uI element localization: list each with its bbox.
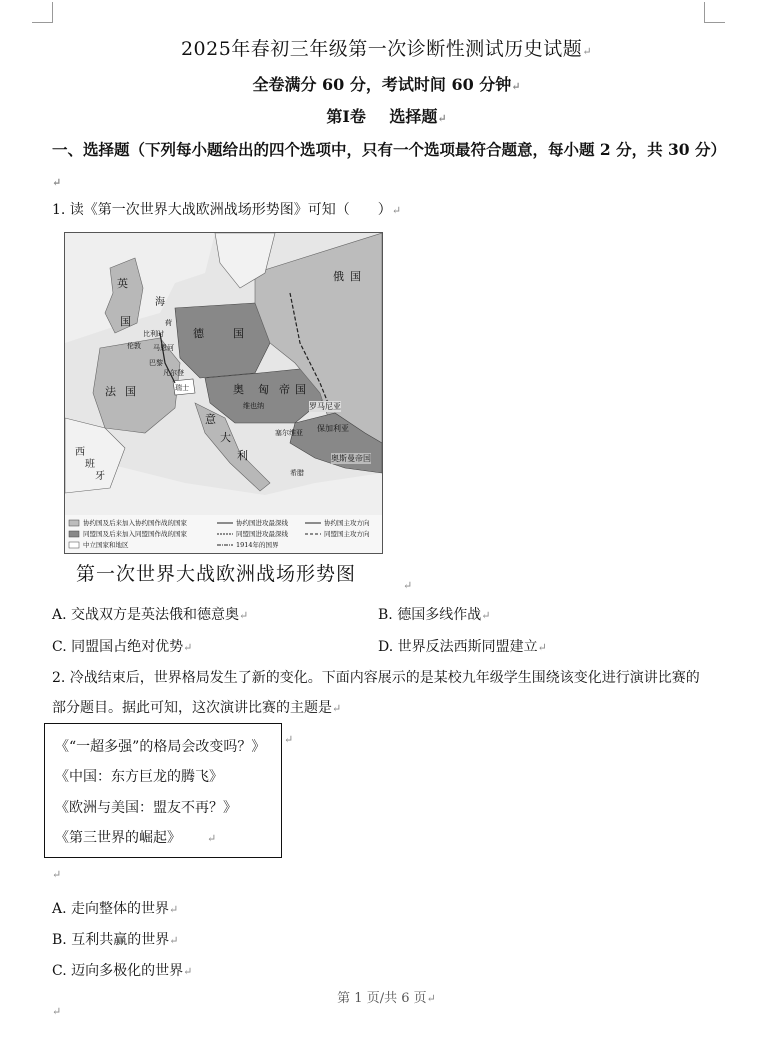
map-label: 利 [237, 449, 248, 462]
map-label: 国 [295, 383, 306, 396]
volume-heading: 第Ⅰ卷 选择题↵ [326, 107, 447, 126]
map-label: 凡尔登 [163, 369, 184, 377]
map-label: 西 [75, 447, 85, 458]
legend-item: 1914年的国界 [236, 541, 279, 549]
map-label: 保加利亚 [317, 424, 349, 433]
map-label: 德 [193, 327, 204, 340]
question-1-stem: 1. 读《第一次世界大战欧洲战场形势图》可知（ ）↵ [52, 202, 402, 218]
map-label: 塞尔维亚 [275, 429, 303, 437]
q1-option-a[interactable]: A. 交战双方是英法俄和德意奥↵ [52, 607, 249, 623]
page-corner-mark-right [704, 2, 725, 23]
page-footer: 第 1 页/共 6 页↵ [337, 991, 436, 1006]
map-label: 匈 [258, 383, 269, 396]
map-label: 伦敦 [127, 342, 141, 350]
legend-item: 协约国及后来加入协约国作战的国家 [83, 519, 187, 527]
map-label: 国 [350, 270, 361, 283]
page-corner-mark-left [32, 2, 53, 23]
legend-item: 协约国主攻方向 [324, 519, 370, 527]
map-label: 意 [205, 413, 216, 426]
map-label: 海 [155, 297, 165, 308]
paragraph-mark: ↵ [52, 868, 62, 881]
legend-item: 中立国家和地区 [83, 541, 129, 549]
map-label: 希腊 [290, 469, 304, 477]
map-label: 大 [220, 431, 231, 444]
map-label: 罗马尼亚 [309, 402, 341, 411]
map-label: 巴黎 [149, 359, 163, 367]
map-label: 俄 [333, 270, 344, 283]
paragraph-mark: ↵ [403, 579, 413, 592]
legend-item: 同盟国主攻方向 [324, 530, 370, 538]
map-label: 国 [125, 385, 136, 398]
map-label: 马恩河 [153, 344, 174, 352]
map-label: 班 [85, 459, 95, 470]
speech-topic: 《“一超多强”的格局会改变吗？》 [55, 739, 266, 755]
q2-option-c[interactable]: C. 迈向多极化的世界↵ [52, 963, 193, 979]
q2-option-b[interactable]: B. 互利共赢的世界↵ [52, 932, 179, 948]
section-heading: 一、选择题（下列每小题给出的四个选项中，只有一个选项最符合题意，每小题 2 分，共 30 分）↵ [52, 140, 726, 189]
ww1-europe-map [64, 232, 383, 554]
speech-topic: 《第三世界的崛起》 ↵ [55, 830, 217, 846]
exam-subtitle: 全卷满分 60 分，考试时间 60 分钟↵ [252, 75, 521, 94]
paragraph-mark: ↵ [284, 733, 294, 746]
q2-option-a[interactable]: A. 走向整体的世界↵ [52, 901, 179, 917]
map-label: 法 [105, 385, 116, 398]
q1-option-c[interactable]: C. 同盟国占绝对优势↵ [52, 639, 193, 655]
speech-topic: 《欧洲与美国：盟友不再？》 [55, 800, 237, 816]
map-caption: 第一次世界大战欧洲战场形势图 [76, 563, 357, 585]
question-2-stem-line2: 部分题目。据此可知，这次演讲比赛的主题是↵ [52, 700, 342, 716]
paragraph-mark: ↵ [52, 1005, 62, 1018]
map-label: 瑞士 [175, 384, 189, 392]
q1-option-d[interactable]: D. 世界反法西斯同盟建立↵ [378, 639, 547, 655]
speech-topic: 《中国：东方巨龙的腾飞》 [55, 769, 223, 785]
legend-item: 协约国进攻最深线 [236, 519, 288, 527]
map-label: 荷 [165, 319, 172, 327]
map-label: 英 [117, 277, 128, 290]
map-label: 奥斯曼帝国 [331, 454, 371, 463]
map-label: 国 [120, 315, 131, 328]
map-label: 国 [233, 327, 244, 340]
map-label: 维也纳 [243, 402, 264, 410]
speech-topics-box [44, 723, 282, 858]
legend-item: 同盟国进攻最深线 [236, 530, 288, 538]
map-label: 牙 [95, 471, 105, 482]
exam-title: 2025年春初三年级第一次诊断性测试历史试题↵ [180, 38, 593, 60]
map-label: 比利时 [143, 330, 164, 338]
map-label: 帝 [279, 383, 290, 396]
q1-option-b[interactable]: B. 德国多线作战↵ [378, 607, 491, 623]
map-label: 奥 [233, 383, 244, 396]
question-2-stem-line1: 2. 冷战结束后，世界格局发生了新的变化。下面内容展示的是某校九年级学生围绕该变化进行演讲比赛的 [52, 670, 700, 686]
legend-item: 同盟国及后来加入同盟国作战的国家 [83, 530, 187, 538]
